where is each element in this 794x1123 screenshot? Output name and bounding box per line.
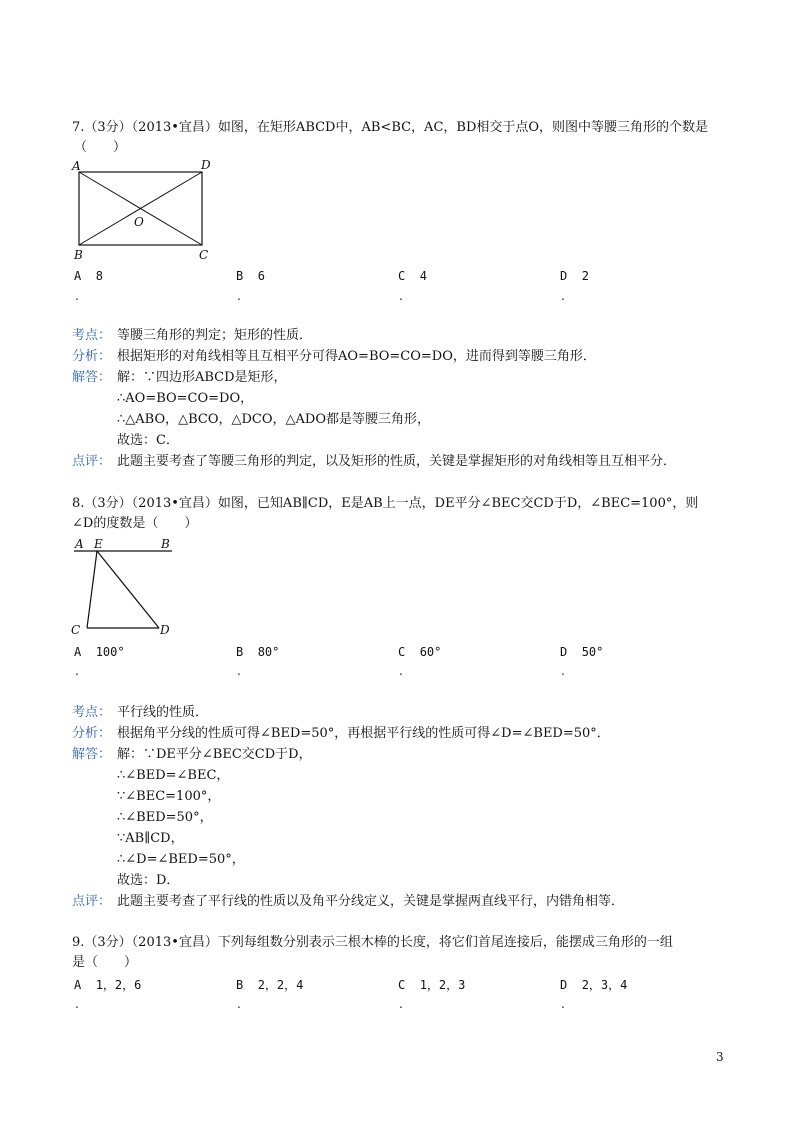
q9-option-b[interactable]	[236, 977, 303, 993]
q9-stem-line1: 9.（3分）（2013•宜昌）下列每组数分别表示三根木棒的长度，将它们首尾连接后，能摆成三角形的一组	[72, 935, 673, 950]
segment-ed	[97, 551, 159, 628]
q7-jieda-line: 故选：C．	[117, 433, 179, 448]
q9-option-dot: .	[399, 997, 403, 1011]
option-text: 1，2，6	[95, 978, 142, 992]
q8-kaodian-label: 考点：	[72, 705, 112, 720]
q8-fenxi: 根据角平分线的性质可得∠BED=50°，再根据平行线的性质可得∠D=∠BED=50°．	[117, 726, 610, 741]
q8-jieda-line: 故选：D．	[117, 873, 180, 888]
q7-option-c[interactable]	[398, 268, 427, 284]
q7-dianping: 此题主要考查了等腰三角形的判定，以及矩形的性质，关键是掌握矩形的对角线相等且互相平分．	[117, 454, 677, 469]
option-letter: B	[236, 269, 244, 283]
q8-parallel-figure	[68, 534, 188, 640]
q9-option-c[interactable]	[398, 977, 465, 993]
q8-option-d[interactable]	[560, 644, 603, 660]
q8-fenxi-label: 分析：	[72, 726, 112, 741]
q8-jieda-line: 解：∵DE平分∠BEC交CD于D，	[117, 747, 312, 762]
label-c: C	[71, 623, 81, 637]
option-text: 4	[419, 269, 427, 283]
q9-option-dot: .	[561, 997, 565, 1011]
option-text: 80°	[257, 645, 280, 659]
label-d: D	[201, 158, 211, 172]
q7-option-dot: .	[561, 289, 565, 303]
option-text: 60°	[419, 645, 442, 659]
segment-ec	[87, 551, 97, 628]
label-a: A	[72, 159, 81, 173]
option-letter: A	[74, 978, 82, 992]
q9-option-dot: .	[75, 997, 79, 1011]
option-letter: A	[74, 645, 82, 659]
label-o: O	[134, 215, 144, 229]
q7-option-b[interactable]	[236, 268, 265, 284]
q7-stem-line1: 7.（3分）（2013•宜昌）如图，在矩形ABCD中，AB<BC，AC，BD相交于点O，则图中等腰三角形的个数是	[72, 120, 709, 135]
q8-option-dot: .	[75, 664, 79, 678]
q8-dianping-label: 点评：	[72, 894, 112, 909]
option-letter: B	[236, 645, 244, 659]
q7-kaodian: 等腰三角形的判定；矩形的性质．	[117, 328, 313, 343]
q7-option-dot: .	[237, 289, 241, 303]
label-e: E	[94, 537, 103, 551]
q7-jieda-line: 解：∵四边形ABCD是矩形，	[117, 370, 287, 385]
label-b: B	[161, 537, 170, 551]
q9-option-d[interactable]	[560, 977, 627, 993]
option-text: 2，3，4	[581, 978, 628, 992]
q7-option-dot: .	[399, 289, 403, 303]
option-letter: A	[74, 269, 82, 283]
q7-dianping-label: 点评：	[72, 454, 112, 469]
q8-option-dot: .	[399, 664, 403, 678]
q8-jieda-line: ∴∠D=∠BED=50°，	[117, 852, 245, 867]
option-letter: D	[560, 645, 568, 659]
q8-jieda-line: ∵∠BEC=100°，	[117, 789, 221, 804]
q8-jieda-label: 解答：	[72, 747, 112, 762]
option-letter: C	[398, 645, 406, 659]
q9-option-dot: .	[237, 997, 241, 1011]
option-letter: B	[236, 978, 244, 992]
q7-jieda-line: ∴△ABO，△BCO，△DCO，△ADO都是等腰三角形，	[117, 412, 430, 427]
q8-dianping: 此题主要考查了平行线的性质以及角平分线定义，关键是掌握两直线平行，内错角相等．	[117, 894, 625, 909]
q8-jieda-line: ∴∠BED=50°，	[117, 810, 213, 825]
q8-jieda-line: ∴∠BED=∠BEC，	[117, 768, 230, 783]
q8-option-c[interactable]	[398, 644, 441, 660]
q7-stem-line2: （ ）	[74, 140, 127, 155]
q8-stem-line1: 8.（3分）（2013•宜昌）如图，已知AB∥CD，E是AB上一点，DE平分∠BEC交CD于D，∠BEC=100°，则	[72, 496, 699, 511]
label-a: A	[75, 537, 84, 551]
q7-option-a[interactable]	[74, 268, 103, 284]
label-b: B	[74, 248, 83, 262]
option-letter: C	[398, 269, 406, 283]
q8-stem-line2: ∠D的度数是（ ）	[72, 516, 198, 531]
label-c: C	[199, 248, 209, 262]
q9-stem-line2: 是（ ）	[72, 955, 138, 970]
q9-option-a[interactable]	[74, 977, 141, 993]
q7-option-d[interactable]	[560, 268, 589, 284]
option-text: 2	[581, 269, 589, 283]
q7-fenxi-label: 分析：	[72, 349, 112, 364]
option-text: 8	[95, 269, 103, 283]
option-text: 2，2，4	[257, 978, 304, 992]
option-text: 1，2，3	[419, 978, 466, 992]
label-d: D	[160, 623, 170, 637]
q8-option-dot: .	[561, 664, 565, 678]
q7-fenxi: 根据矩形的对角线相等且互相平分可得AO=BO=CO=DO，进而得到等腰三角形．	[117, 349, 596, 364]
q8-kaodian: 平行线的性质．	[117, 705, 209, 720]
q8-option-dot: .	[237, 664, 241, 678]
q7-jieda-line: ∴AO=BO=CO=DO，	[117, 391, 254, 406]
option-text: 6	[257, 269, 265, 283]
q8-option-b[interactable]	[236, 644, 279, 660]
option-letter: D	[560, 978, 568, 992]
option-text: 50°	[581, 645, 604, 659]
option-letter: C	[398, 978, 406, 992]
q7-jieda-label: 解答：	[72, 370, 112, 385]
q8-option-a[interactable]	[74, 644, 125, 660]
q7-rectangle-figure	[70, 156, 220, 266]
q7-kaodian-label: 考点：	[72, 328, 112, 343]
page-number: 3	[716, 1050, 724, 1064]
option-letter: D	[560, 269, 568, 283]
option-text: 100°	[95, 645, 125, 659]
q7-option-dot: .	[75, 289, 79, 303]
q8-jieda-line: ∵AB∥CD，	[117, 831, 184, 846]
